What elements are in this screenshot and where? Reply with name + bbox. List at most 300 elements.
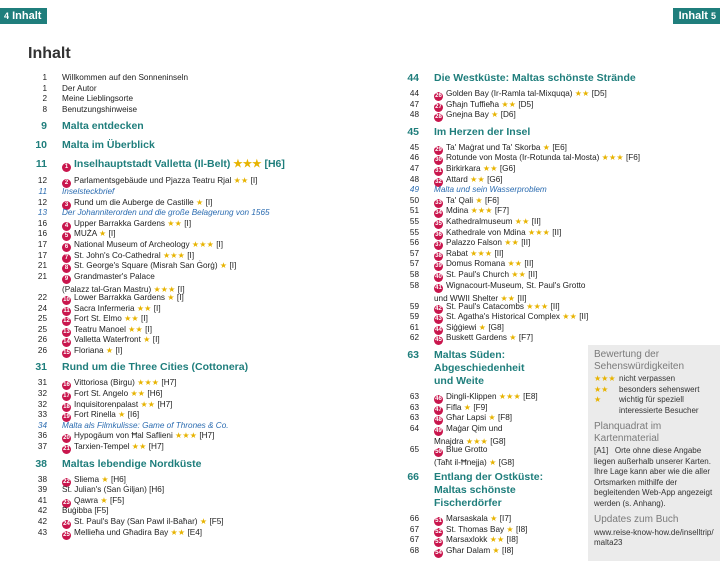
map-reference: [G8]	[488, 322, 504, 332]
toc-entry[interactable]	[400, 163, 590, 174]
star-rating: ★★	[504, 238, 519, 248]
toc-entry[interactable]	[400, 216, 590, 227]
entry-text: Willkommen auf den Sonneninseln	[62, 73, 189, 82]
map-reference: [E6]	[552, 142, 567, 152]
page-number: 63	[409, 392, 419, 402]
entry-title	[62, 441, 164, 452]
entry-text: Palazzo Falson	[446, 238, 502, 248]
number-badge: 24	[63, 521, 70, 527]
toc-entry[interactable]	[28, 420, 318, 431]
toc-entry[interactable]	[400, 280, 590, 301]
star-rating: ★	[219, 261, 228, 271]
section-title-line2: Abgeschiedenheit	[434, 362, 525, 375]
map-reference: [I]	[176, 292, 184, 302]
star-rating: ★★	[233, 176, 249, 186]
toc-entry[interactable]	[28, 399, 318, 410]
entry-title	[434, 534, 518, 545]
toc-entry[interactable]	[28, 334, 318, 345]
entry-title	[62, 420, 229, 431]
toc-entry[interactable]	[28, 250, 318, 261]
star-rating: ★★★	[233, 158, 262, 171]
entry-text-line2: und WWII Shelter	[434, 293, 499, 303]
toc-entry[interactable]	[28, 72, 318, 83]
entry-text: St. Paul's Bay (San Pawl il-Baħar)	[74, 517, 198, 526]
entry-title	[62, 303, 161, 314]
page-number: 37	[37, 442, 47, 452]
star-rating: ★★	[511, 269, 526, 279]
entry-text: Malta entdecken	[62, 120, 144, 133]
page-number: 67	[409, 524, 419, 534]
toc-entry[interactable]	[28, 505, 318, 516]
star-rating: ★★	[501, 99, 517, 109]
number-badge: 19	[63, 414, 70, 421]
number-badge: 1	[62, 163, 71, 172]
page-number: 21	[37, 271, 47, 281]
page-number: 66	[407, 471, 419, 484]
map-reference: [I]	[152, 335, 160, 345]
entry-text: Rund um die Auberge de Castille	[74, 197, 194, 207]
page-number: 46	[409, 153, 419, 163]
toc-entry[interactable]	[28, 324, 318, 335]
map-reference: [I]	[184, 218, 192, 228]
number-badge: 30	[435, 157, 442, 164]
star-rating: ★★	[562, 312, 577, 322]
toc-entry[interactable]	[28, 303, 318, 314]
toc-entry[interactable]	[28, 495, 318, 506]
right-page-number: 5	[710, 11, 716, 21]
toc-entry[interactable]	[400, 444, 590, 468]
toc-entry[interactable]	[400, 269, 590, 280]
entry-title	[62, 197, 212, 208]
page-number: 32	[37, 389, 47, 399]
toc-entry[interactable]	[28, 388, 318, 399]
toc-section[interactable]	[28, 120, 318, 133]
entry-title	[434, 412, 512, 423]
entry-text: Der Autor	[62, 83, 97, 93]
number-badge: 37	[435, 242, 442, 249]
star-rating: ★★	[594, 384, 609, 394]
entry-text: Ta' Maġrat und Ta' Skorba	[446, 142, 541, 152]
page-number: 48	[409, 110, 419, 120]
entry-text: Parlamentsgebäude und Pjazza Teatru Rjal	[74, 176, 232, 186]
map-reference: [F5]	[110, 495, 125, 505]
star-rating: ★	[594, 395, 602, 404]
entry-title	[434, 237, 530, 248]
page-number: 31	[35, 361, 47, 374]
map-reference: [II]	[524, 259, 534, 269]
number-badge: 45	[435, 337, 442, 344]
toc-entry[interactable]	[28, 93, 318, 104]
page-number: 58	[409, 280, 419, 290]
map-reference: [F6]	[484, 195, 500, 205]
toc-entry[interactable]	[400, 391, 590, 402]
map-reference: [F7]	[518, 333, 533, 343]
toc-entry[interactable]	[28, 313, 318, 324]
toc-entry[interactable]	[400, 88, 607, 99]
updates-url[interactable]: www.reise-know-how.de/inselltrip/malta23	[594, 527, 714, 547]
toc-entry[interactable]	[400, 99, 590, 110]
toc-entry[interactable]	[28, 292, 318, 303]
page-number: 2	[42, 94, 47, 104]
entry-text: Upper Barrakka Gardens	[74, 218, 166, 228]
page-number: 61	[409, 322, 419, 332]
toc-section[interactable]	[400, 349, 590, 388]
entry-title	[62, 377, 176, 388]
map-reference: [I7]	[499, 514, 512, 524]
entry-text: Vittoriosa (Birgu)	[74, 378, 135, 388]
toc-section[interactable]	[28, 158, 318, 172]
entry-text: St. Thomas Bay	[446, 524, 505, 534]
toc-entry[interactable]	[400, 205, 590, 216]
toc-entry[interactable]	[28, 409, 318, 420]
star-rating: ★	[199, 517, 208, 526]
map-reference: [F5]	[209, 517, 224, 526]
number-badge: 43	[435, 316, 442, 323]
star-rating: ★★	[500, 293, 516, 303]
page-number: 65	[409, 445, 419, 455]
entry-title	[62, 260, 236, 271]
number-badge: 41	[435, 284, 442, 291]
toc-entry[interactable]	[28, 260, 318, 271]
star-rating: ★★	[514, 216, 530, 226]
entry-title	[62, 361, 248, 374]
star-rating: ★★★	[162, 250, 185, 260]
entry-text: Ta' Qali	[446, 195, 474, 205]
toc-entry[interactable]	[400, 332, 590, 343]
updates-title: Updates zum Buch	[594, 514, 679, 525]
entry-title	[434, 545, 513, 556]
toc-entry[interactable]	[28, 104, 318, 115]
number-badge: 23	[63, 499, 70, 506]
star-rating: ★★	[470, 174, 485, 184]
number-badge: 10	[63, 296, 70, 303]
map-reference: [I8]	[516, 524, 528, 534]
entry-text-line2: Mnajdra	[434, 436, 464, 446]
toc-entry[interactable]	[400, 513, 590, 524]
entry-text: St. George's Square (Misrah San Ġorġ)	[74, 261, 218, 271]
entry-title	[434, 195, 499, 206]
entry-text: Im Herzen der Insel	[434, 125, 531, 138]
page-number: 12	[37, 197, 47, 207]
page-number: 63	[409, 413, 419, 423]
page-number: 41	[37, 495, 47, 505]
entry-title	[434, 126, 530, 139]
page-number: 58	[409, 269, 419, 279]
toc-entry[interactable]	[400, 109, 590, 120]
entry-text: Birkirkara	[446, 163, 481, 173]
map-reference: [F6]	[625, 153, 641, 163]
entry-title	[62, 409, 139, 420]
number-badge: 35	[435, 220, 442, 227]
entry-text: Kathedralmuseum	[446, 216, 513, 226]
toc-section[interactable]	[400, 72, 636, 85]
entry-title	[62, 93, 133, 104]
toc-entry[interactable]	[400, 152, 641, 164]
toc-entry[interactable]	[28, 271, 318, 292]
toc-entry[interactable]	[400, 545, 590, 556]
page-number: 67	[409, 535, 419, 545]
entry-title	[62, 104, 137, 115]
star-rating: ★	[100, 495, 108, 505]
toc-entry[interactable]	[28, 175, 318, 186]
entry-title	[434, 216, 541, 227]
toc-entry[interactable]	[400, 227, 590, 238]
number-badge: 17	[63, 393, 70, 400]
page-number: 21	[37, 261, 47, 271]
page-number: 47	[409, 99, 419, 109]
map-reference: [I6]	[127, 410, 140, 420]
entry-title	[434, 184, 547, 195]
number-badge: 54	[435, 550, 442, 556]
star-rating: ★	[99, 229, 107, 239]
star-rating: ★	[463, 402, 472, 412]
toc-entry[interactable]	[28, 197, 318, 208]
entry-title	[434, 513, 511, 524]
entry-text-line2: (Palazz tal-Gran Mastru)	[62, 284, 152, 294]
page-number: 62	[409, 333, 419, 343]
entry-title	[434, 72, 636, 85]
toc-entry[interactable]	[400, 524, 590, 535]
page-number: 43	[37, 527, 47, 537]
star-rating: ★	[542, 142, 551, 152]
page-number: 63	[409, 402, 419, 412]
toc-entry[interactable]	[400, 174, 590, 185]
star-rating: ★★	[167, 218, 182, 228]
entry-text: MUŻA	[74, 229, 97, 239]
toc-entry[interactable]	[400, 195, 590, 206]
entry-text: Tarxien-Tempel	[74, 442, 130, 452]
entry-text: Inquisitorenpalast	[74, 399, 139, 409]
toc-entry[interactable]	[28, 441, 318, 452]
number-badge: 29	[435, 146, 442, 153]
number-badge: 36	[435, 231, 442, 238]
star-rating: ★	[478, 322, 487, 332]
map-reference: [H6]	[110, 474, 126, 484]
entry-text: Kathedrale von Mdina	[446, 227, 526, 237]
number-badge: 49	[435, 427, 442, 434]
map-reference: [II]	[528, 269, 538, 279]
star-rating: ★	[491, 110, 499, 120]
rating-label: besonders sehenswert	[619, 384, 700, 394]
page-number: 33	[37, 410, 47, 420]
map-reference: [H7]	[161, 378, 177, 388]
map-reference: [E4]	[187, 527, 203, 537]
entry-title	[62, 495, 124, 506]
page-number: 55	[409, 227, 419, 237]
entry-text: Buskett Gardens	[446, 333, 507, 343]
entry-title	[434, 109, 516, 120]
toc-entry[interactable]	[400, 534, 590, 545]
number-badge: 52	[435, 528, 442, 535]
entry-text: Sliema	[74, 474, 100, 484]
entry-text: Malta und sein Wasserproblem	[434, 185, 547, 195]
map-reference: [I]	[187, 250, 195, 260]
entry-text: Siġġiewi	[446, 322, 477, 332]
toc-entry[interactable]	[28, 377, 318, 388]
page-number: 25	[37, 324, 47, 334]
star-rating: ★★	[130, 389, 146, 399]
entry-title	[62, 186, 114, 197]
page-number: 26	[37, 335, 47, 345]
number-badge: 20	[63, 435, 70, 442]
entry-title	[62, 505, 108, 516]
toc-entry[interactable]	[400, 311, 590, 322]
toc-entry[interactable]	[400, 322, 590, 333]
toc-entry[interactable]	[400, 184, 590, 195]
toc-entry[interactable]	[28, 186, 318, 197]
map-reference: [I]	[205, 197, 213, 207]
toc-entry[interactable]	[28, 527, 318, 538]
number-badge: 18	[63, 403, 70, 410]
star-rating: ★	[118, 410, 126, 420]
entry-title	[62, 218, 191, 229]
toc-entry[interactable]	[28, 239, 318, 250]
entry-text: Benutzungshinweise	[62, 104, 138, 114]
map-reference: [II]	[550, 301, 560, 311]
toc-entry[interactable]	[28, 430, 318, 441]
page-number: 22	[37, 292, 47, 302]
number-badge: 28	[435, 114, 442, 121]
number-badge: 4	[62, 222, 71, 231]
number-badge: 7	[62, 254, 71, 263]
header-tab-left	[0, 8, 47, 24]
number-badge: 50	[435, 449, 442, 456]
entry-text-line2: (Taħt il-Ħnejja)	[434, 458, 487, 468]
toc-entry[interactable]	[28, 516, 318, 527]
map-reference: [F8]	[497, 413, 513, 423]
star-rating: ★	[101, 474, 109, 484]
number-badge: 3	[62, 201, 71, 210]
entry-text: Maġar Qim und	[446, 423, 503, 433]
toc-entry[interactable]	[400, 237, 590, 248]
left-page-number: 4	[4, 11, 10, 21]
map-reference: [F9]	[473, 402, 488, 412]
page-number: 10	[35, 139, 47, 152]
entry-title	[434, 280, 585, 301]
toc-entry[interactable]	[400, 423, 590, 444]
entry-text: Mdina	[446, 206, 469, 216]
star-rating: ★★	[170, 527, 186, 537]
star-rating: ★★★	[526, 301, 549, 311]
entry-text: St. John's Co-Cathedral	[74, 250, 161, 260]
number-badge: 51	[435, 518, 442, 525]
entry-title	[62, 72, 188, 83]
page-number: 17	[37, 250, 47, 260]
toc-entry[interactable]	[400, 248, 590, 259]
toc-section[interactable]	[28, 458, 318, 471]
map-reference: [G6]	[487, 174, 503, 184]
toc-entry[interactable]	[400, 258, 590, 269]
star-rating: ★★	[489, 535, 505, 545]
star-rating: ★	[488, 413, 496, 423]
right-header-title: Inhalt	[678, 10, 708, 22]
left-header-title: Inhalt	[12, 10, 42, 22]
entry-title	[62, 158, 285, 172]
toc-entry[interactable]	[28, 484, 318, 495]
toc-entry[interactable]	[400, 402, 590, 413]
toc-section[interactable]	[400, 471, 590, 510]
toc-entry[interactable]	[28, 207, 318, 218]
toc-entry[interactable]	[400, 301, 590, 312]
number-badge: 33	[435, 199, 442, 206]
star-rating: ★	[105, 345, 114, 355]
star-rating: ★★★	[137, 378, 160, 388]
toc-entry[interactable]	[28, 228, 318, 239]
page-number: 68	[409, 546, 419, 555]
toc-entry[interactable]	[28, 474, 318, 485]
entry-text: Gnejna Bay	[446, 110, 489, 120]
toc-section[interactable]	[28, 139, 318, 152]
page-number: 1	[42, 83, 47, 93]
page-number: 66	[409, 514, 419, 524]
star-rating: ★	[143, 335, 151, 345]
star-rating: ★	[167, 292, 175, 302]
page-number: 17	[37, 239, 47, 249]
toc-entry[interactable]	[28, 218, 318, 229]
number-badge: 26	[435, 93, 442, 99]
entry-title	[62, 516, 224, 527]
entry-title	[62, 458, 201, 471]
star-rating: ★★★	[470, 248, 493, 258]
entry-title	[434, 88, 607, 99]
star-rating: ★★	[140, 399, 156, 409]
entry-title	[62, 313, 148, 324]
entry-text: Attard	[446, 174, 468, 184]
number-badge: 53	[435, 539, 442, 546]
page-number: 48	[409, 174, 419, 184]
entry-text: Marsaskala	[446, 514, 488, 524]
star-rating: ★★★	[527, 227, 550, 237]
toc-section[interactable]	[400, 126, 590, 139]
page-number: 8	[42, 104, 47, 114]
toc-entry[interactable]	[400, 142, 590, 153]
entry-title	[62, 527, 202, 538]
star-rating: ★	[490, 514, 498, 524]
toc-section[interactable]	[28, 361, 318, 374]
toc-entry[interactable]	[28, 83, 318, 94]
entry-text: Inselsteckbrief	[62, 186, 115, 196]
toc-entry[interactable]	[400, 412, 590, 423]
entry-title	[62, 120, 144, 133]
page-number: 36	[37, 431, 47, 441]
number-badge: 42	[435, 305, 442, 312]
page-title: Inhalt	[28, 45, 71, 62]
rating-row	[594, 374, 714, 385]
map-reference: [H7]	[148, 442, 164, 452]
entry-title	[434, 391, 538, 402]
map-reference: [G6]	[499, 163, 516, 173]
entry-title	[434, 301, 560, 312]
page-number: 59	[409, 301, 419, 311]
entry-title	[434, 423, 506, 444]
entry-text: Maltas Süden:	[434, 349, 506, 362]
entry-text: St. Julian's (San Ġiljan) [H6]	[62, 485, 165, 495]
number-badge: 47	[435, 406, 442, 413]
page-number: 57	[409, 248, 419, 258]
map-reference: [II]	[531, 216, 541, 226]
star-rating: ★★	[131, 442, 147, 452]
legend-box	[588, 345, 720, 561]
toc-entry[interactable]	[28, 345, 318, 356]
page-number: 59	[409, 312, 419, 322]
star-rating: ★★	[507, 259, 523, 269]
number-badge: 32	[435, 178, 442, 185]
entry-text: Domus Romana	[446, 259, 506, 269]
map-reference: [II]	[579, 312, 589, 322]
entry-title	[434, 152, 640, 163]
map-reference: [I]	[141, 314, 148, 324]
entry-text: Valletta Waterfront	[74, 335, 141, 345]
